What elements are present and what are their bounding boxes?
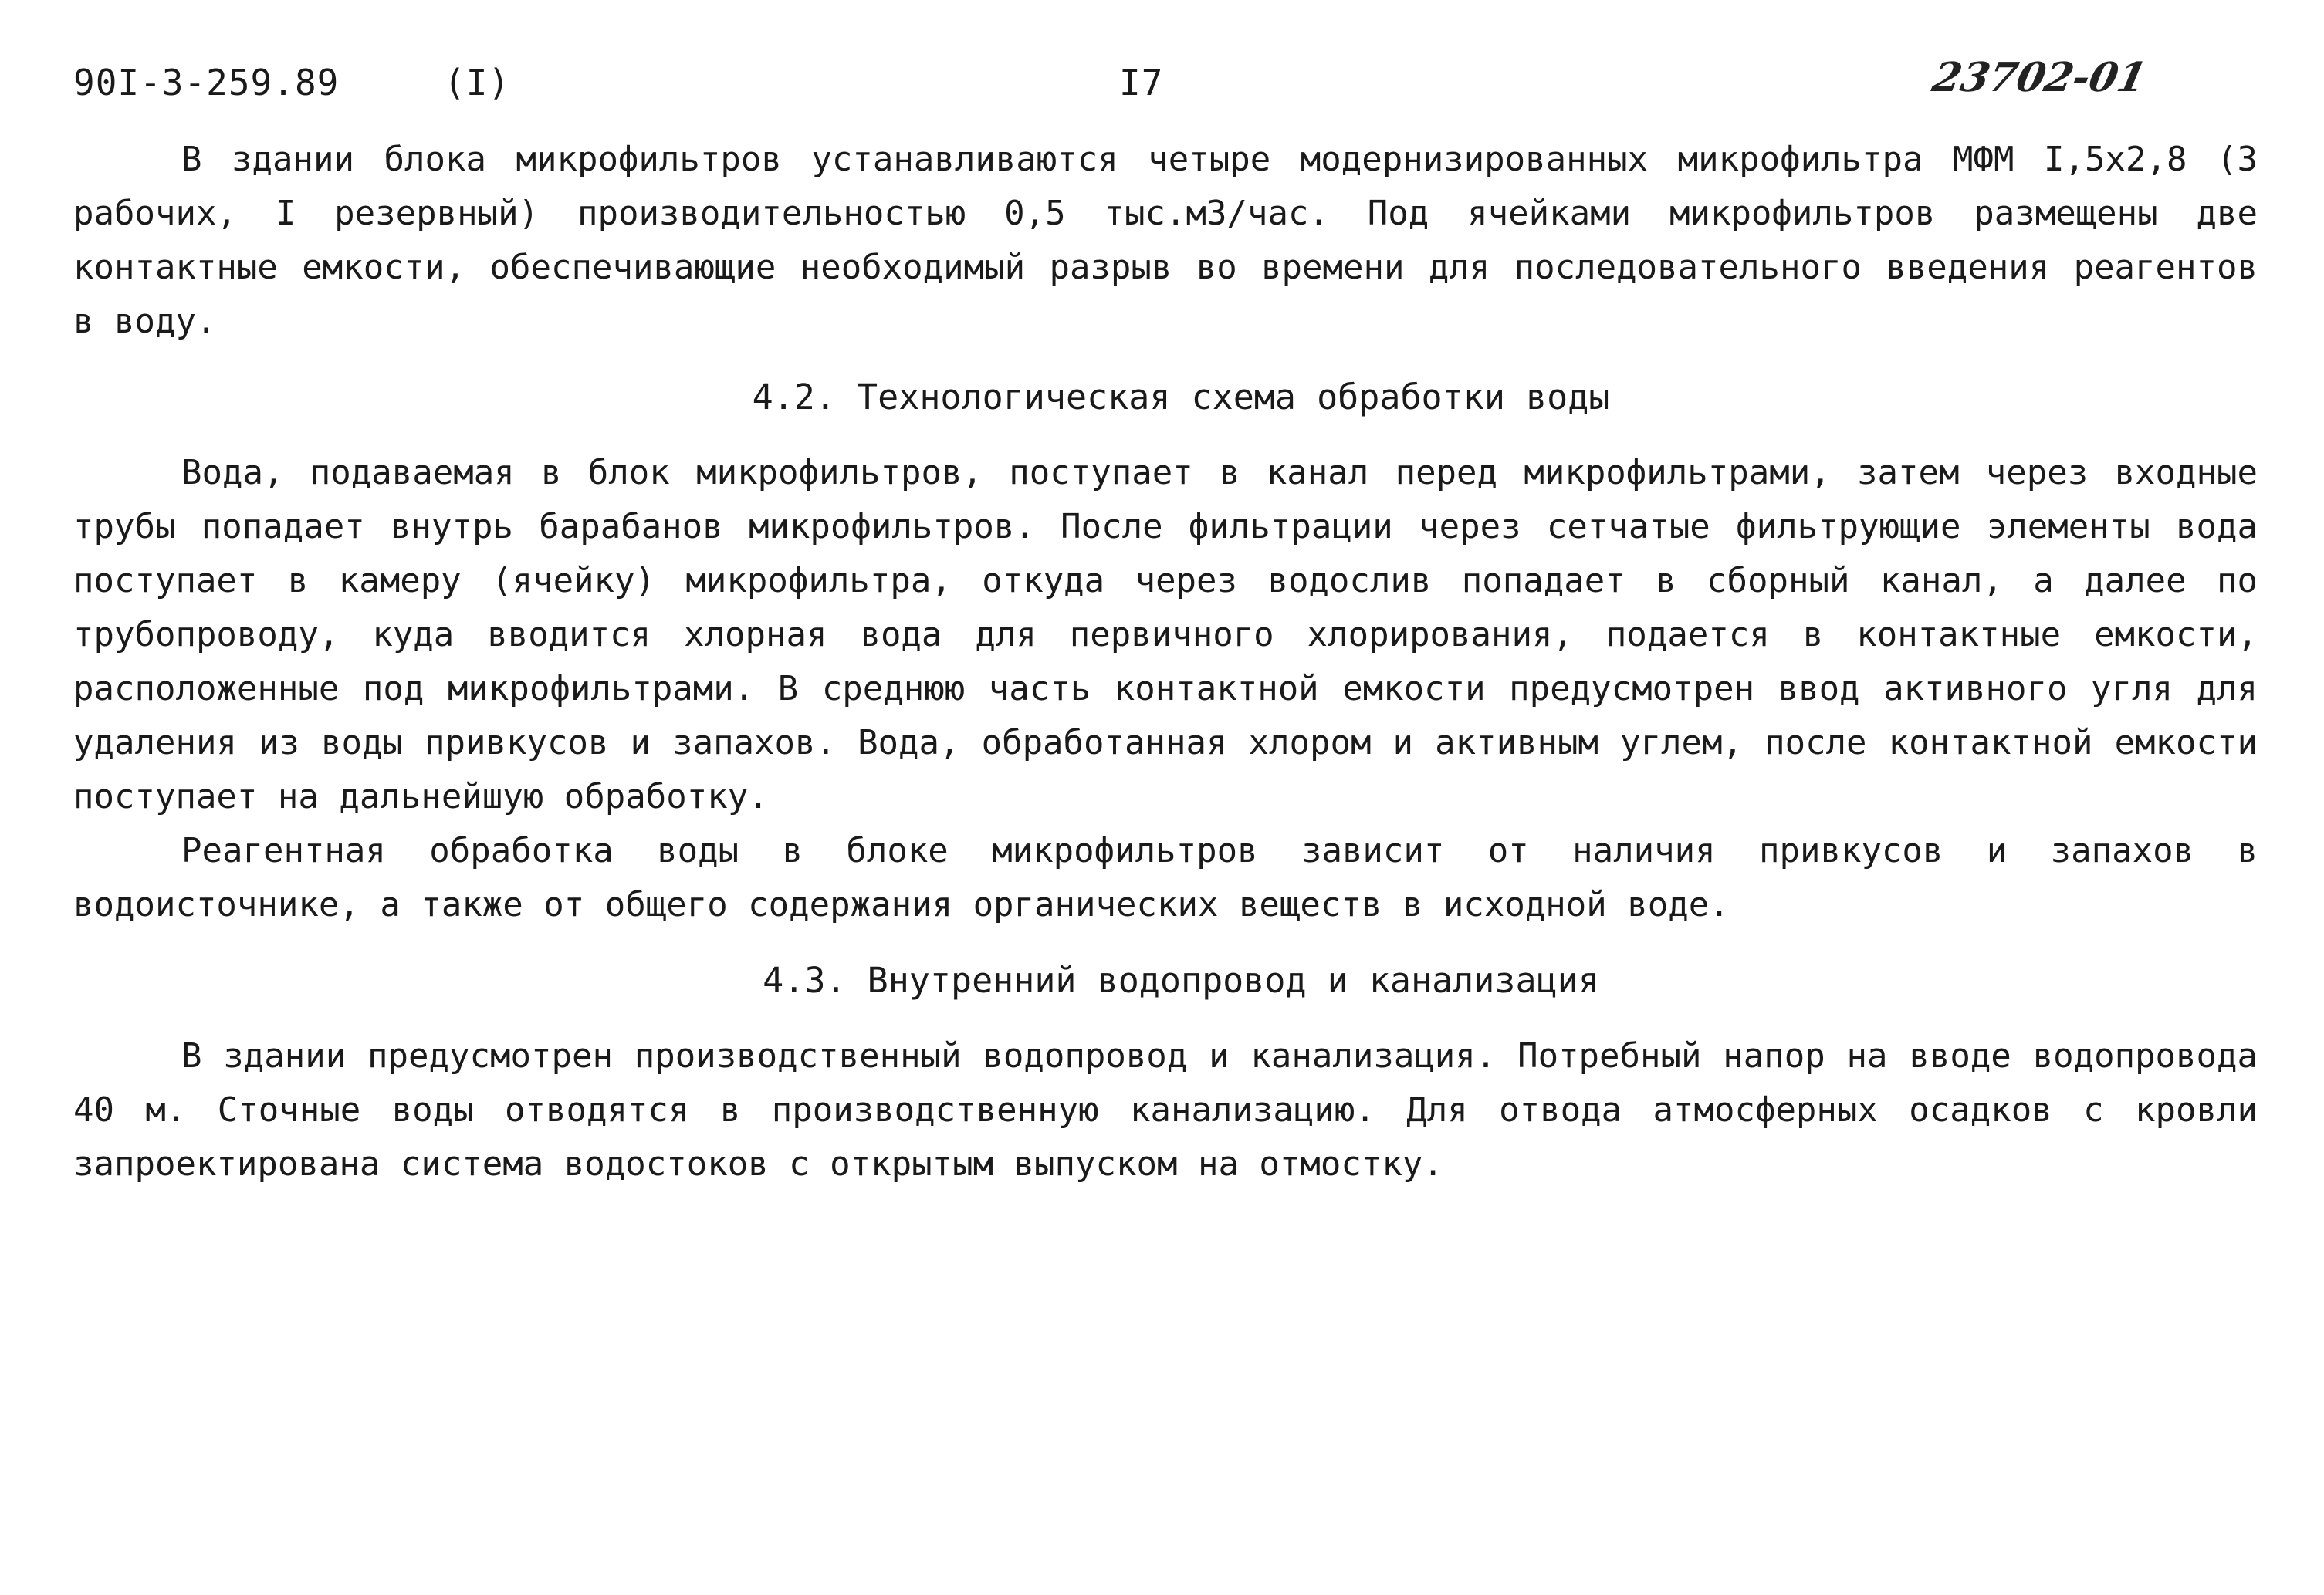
page-number: I7	[1119, 62, 1164, 103]
intro-paragraph: В здании блока микрофильтров устанавливаются четыре модернизированных микрофильтра МФМ I,5x2,8 (3 рабочих, I резервный) производительностью 0,5 тыс.м3/час. Под ячейками микрофильтров размещены две контактные емкости, обеспечивающие необходимый разрыв во времени для последовательного введения реагентов в воду.	[73, 140, 2258, 341]
document-code: 90I-3-259.89	[73, 62, 340, 103]
document-body	[73, 133, 2258, 1191]
handwritten-archive-number: 23702-01	[1928, 54, 2151, 101]
document-part: (I)	[444, 62, 511, 103]
paragraph-4-2-reagents: Реагентная обработка воды в блоке микрофильтров зависит от наличия привкусов и запахов в водоисточнике, а также от общего содержания органических веществ в исходной воде.	[73, 831, 2258, 924]
section-heading-4-3: 4.3. Внутренний водопровод и канализация	[763, 960, 1599, 1001]
section-heading-4-2: 4.2. Технологическая схема обработки воды	[752, 377, 1610, 417]
paragraph-4-3-plumbing: В здании предусмотрен производственный водопровод и канализация. Потребный напор на вводе водопровода 40 м. Сточные воды отводятся в производственную канализацию. Для отвода атмосферных осадков с кровли запроектирована система водостоков с открытым выпуском на отмостку.	[73, 1036, 2258, 1184]
page-header	[73, 54, 2265, 116]
paragraph-4-2-process: Вода, подаваемая в блок микрофильтров, поступает в канал перед микрофильтрами, затем через входные трубы попадает внутрь барабанов микрофильтров. После фильтрации через сетчатые фильтрующие элементы вода поступает в камеру (ячейку) микрофильтра, откуда через водослив попадает в сборный канал, а далее по трубопроводу, куда вводится хлорная вода для первичного хлорирования, подается в контактные емкости, расположенные под микрофильтрами. В среднюю часть контактной емкости предусмотрен ввод активного угля для удаления из воды привкусов и запахов. Вода, обработанная хлором и активным углем, после контактной емкости поступает на дальнейшую обработку.	[73, 453, 2258, 816]
